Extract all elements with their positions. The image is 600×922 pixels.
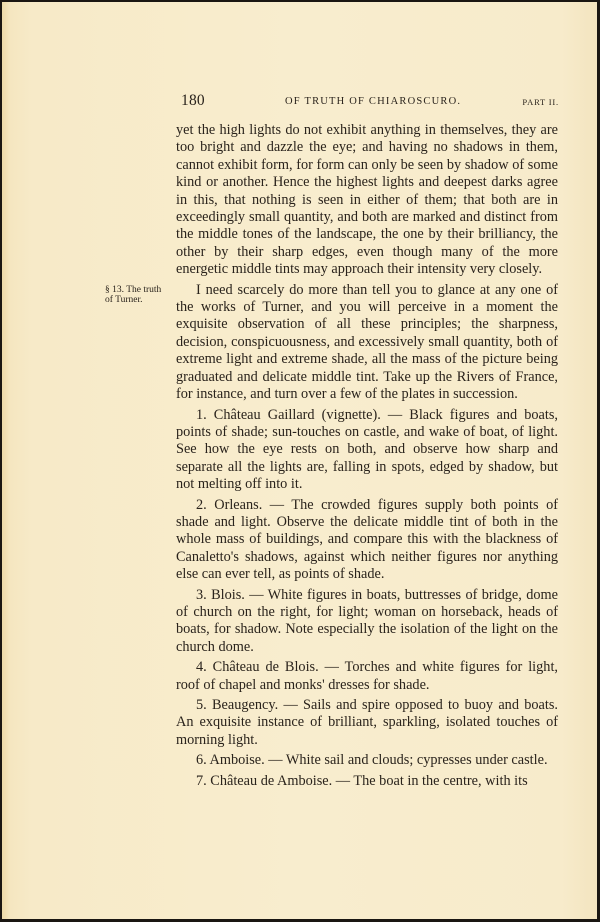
book-page: [2, 2, 597, 919]
list-item-blois: 3. Blois. — White figures in boats, buttresses of bridge, dome of church on the right, for light; woman on horseback, heads of boats, for shadow. Note especially the isolation of the light on the church dome.: [176, 586, 558, 655]
list-item-chateau-de-amboise: 7. Château de Amboise. — The boat in the centre, with its: [196, 772, 528, 789]
list-item-beaugency: 5. Beaugency. — Sails and spire opposed to buoy and boats. An exquisite instance of brilliant, sparkling, isolated touches of morning light.: [176, 697, 558, 748]
list-item-chateau-de-blois: 4. Château de Blois. — Torches and white figures for light, roof of chapel and monks' dresses for shade.: [176, 659, 558, 693]
part-label: PART II.: [522, 97, 559, 107]
margin-note: § 13. The truth of Turner.: [105, 285, 162, 305]
running-title: OF TRUTH OF CHIAROSCURO.: [285, 96, 462, 107]
body-text: [176, 122, 558, 790]
list-item-chateau-gaillard: 1. Château Gaillard (vignette). — Black figures and boats, points of shade; sun-touches on castle, and wake of boat, of light. See how the eye rests on both, and observe how sharp and separate all the lights are, falling in spots, edged by shadow, but not melting off into it.: [176, 406, 558, 493]
paragraph-continuation: yet the high lights do not exhibit anything in themselves, they are too bright and dazzle the eye; and having no shadows in them, cannot exhibit form, for form can only be seen by shadow of some kind or another. Hence the highest lights and deepest darks agree in this, that nothing is seen in either of them; that both are in exceedingly small quantity, and both are marked and distinct from the middle tones of the landscape, the one by their brilliancy, the other by their sharp edges, even though many of the more energetic middle tints may approach their intensity very closely.: [176, 122, 558, 278]
list-item-orleans: 2. Orleans. — The crowded figures supply both points of shade and light. Observe the delicate middle tint of both in the whole mass of buildings, and compare this with the blackness of Canaletto's shadows, against which neither figures nor anything else can ever tell, as points of shade.: [176, 496, 558, 583]
page-header: [181, 92, 559, 110]
list-item-amboise: 6. Amboise. — White sail and clouds; cypresses under castle.: [196, 752, 548, 769]
paragraph-section-13: I need scarcely do more than tell you to glance at any one of the works of Turner, and you will perceive in a moment the exquisite observation of all these principles; the sharpness, decision, conspicuousness, and excessively small quantity, both of extreme light and extreme shade, all the mass of the picture being graduated and delicate middle tint. Take up the Rivers of France, for instance, and turn over a few of the plates in succession.: [176, 281, 558, 403]
page-number: 180: [181, 92, 205, 109]
